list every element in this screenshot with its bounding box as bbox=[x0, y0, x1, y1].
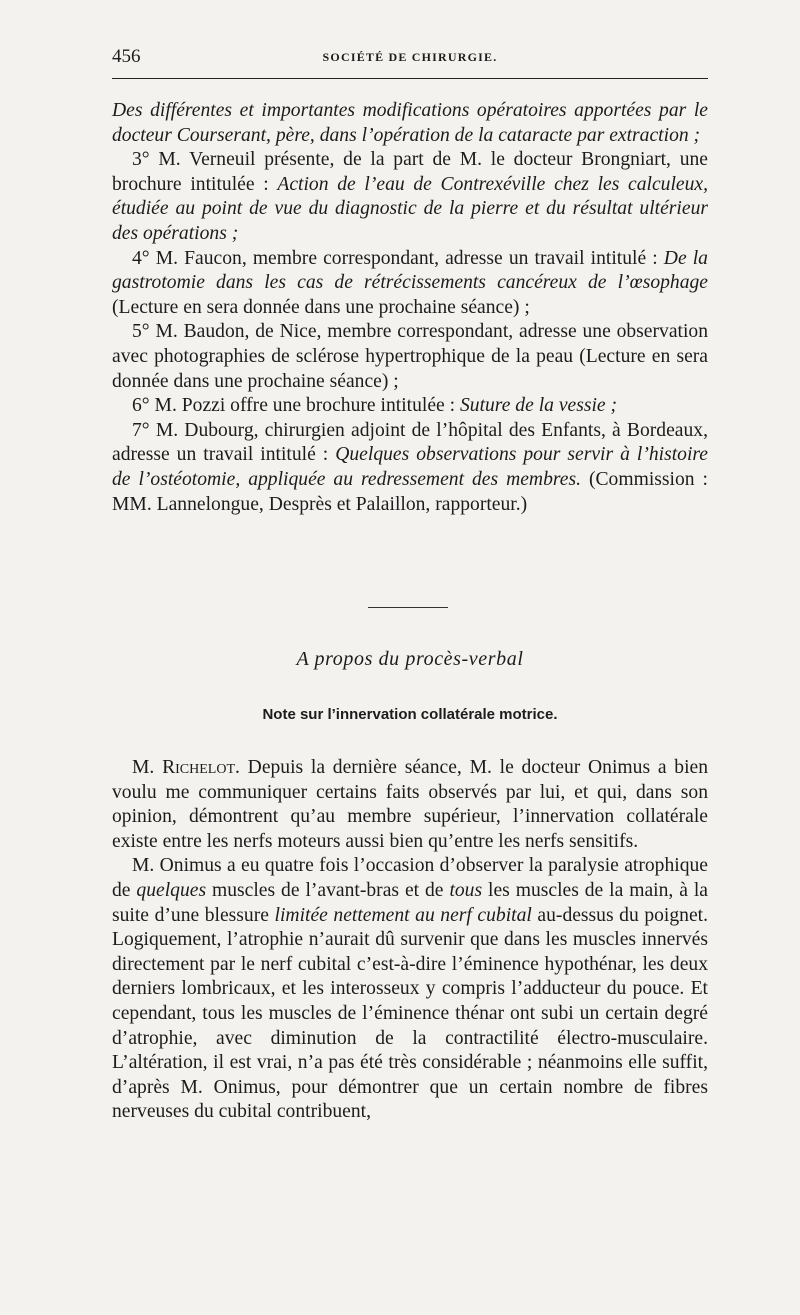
list-item-4 bbox=[112, 247, 708, 321]
running-head: SOCIÉTÉ DE CHIRURGIE. bbox=[322, 50, 498, 64]
item-title: Des différentes et importantes modifications opératoires apportées par le docteur Courserant, père, dans l’opération de la cataracte par extraction ; bbox=[112, 100, 708, 146]
page-header bbox=[112, 46, 708, 74]
note-title: Note sur l’innervation collatérale motrice. bbox=[262, 706, 558, 723]
emphasis: tous bbox=[449, 879, 483, 901]
item-title: Quelques observations pour servir à l’histoire de l’ostéotomie, appliquée au redressement des membres. bbox=[112, 444, 708, 490]
item-title: De la gastrotomie dans les cas de rétrécissements cancéreux de l’œsophage bbox=[112, 247, 708, 294]
list-item-2-continuation bbox=[112, 99, 708, 148]
item-text: M. Baudon, de Nice, membre correspondant, adresse une observation avec photographies de sclérose hypertrophique de la peau (Lecture en sera donnée dans une prochaine séance) ; bbox=[112, 321, 708, 392]
paragraph-2 bbox=[112, 854, 708, 1125]
item-text: M. Dubourg, chirurgien adjoint de l’hôpital des Enfants, à Bordeaux, adresse un travail intitulé : bbox=[112, 419, 708, 466]
paragraph-text: au-dessus du poignet. Logiquement, l’atrophie n’aurait dû survenir que dans les muscles innervés directement par le nerf cubital c’est-à-dire l’éminence hypothénar, les deux derniers lombricaux, et les interosseux y compris l’adducteur du pouce. Et cependant, tous les muscles de l’éminence thénar ont subi un certain degré d’atrophie, avec diminution de la contractilité électro-musculaire. L’altération, il est vrai, n’a pas été très considérable ; néanmoins elle suffit, d’après M. Onimus, pour démontrer que un certain nombre de fibres nerveuses du cubital contribuent, bbox=[112, 904, 708, 1123]
list-item-3 bbox=[112, 148, 708, 246]
emphasis: limitée nettement au nerf cubital bbox=[274, 904, 532, 926]
speaker-name: M. Richelot. bbox=[132, 757, 240, 778]
item-title: Suture de la vessie ; bbox=[459, 395, 618, 417]
paragraph-1 bbox=[112, 756, 708, 854]
item-number: 5° bbox=[132, 321, 150, 343]
list-item-5 bbox=[112, 320, 708, 394]
list-item-6 bbox=[112, 394, 708, 419]
section-divider bbox=[368, 607, 448, 608]
list-item-7 bbox=[112, 419, 708, 517]
page-number: 456 bbox=[112, 46, 141, 67]
paragraph-text: muscles de l’avant-bras et de bbox=[206, 879, 450, 901]
correspondence-list bbox=[112, 99, 708, 517]
note-body bbox=[112, 756, 708, 1125]
item-number: 7° bbox=[132, 419, 150, 441]
section-title: A propos du procès-verbal bbox=[296, 648, 524, 670]
paragraph-text: les muscles de la main, à la suite d’une blessure bbox=[112, 879, 708, 926]
item-title: Action de l’eau de Contrexéville chez les calculeux, étudiée au point de vue du diagnostic de la pierre et du résultat ultérieur des opérations ; bbox=[112, 173, 708, 244]
item-text: M. Verneuil présente, de la part de M. le docteur Brongniart, une brochure intitulée : bbox=[112, 149, 708, 195]
header-rule bbox=[112, 78, 708, 79]
item-text: M. Faucon, membre correspondant, adresse un travail intitulé : bbox=[149, 247, 664, 269]
item-text: M. Pozzi offre une brochure intitulée : bbox=[149, 395, 460, 417]
item-number: 6° bbox=[132, 395, 150, 417]
item-note: (Lecture en sera donnée dans une prochaine séance) ; bbox=[112, 296, 530, 318]
paragraph-text: M. Onimus a eu quatre fois l’occasion d’observer la paralysie atrophique de bbox=[112, 855, 708, 901]
item-number: 4° bbox=[132, 247, 150, 269]
emphasis: quelques bbox=[136, 879, 207, 901]
paragraph-text: Depuis la dernière séance, M. le docteur Onimus a bien voulu me communiquer certains faits observés par lui, et qui, dans son opinion, démontrent qu’au membre supérieur, l’innervation collatérale existe entre les nerfs moteurs aussi bien qu’entre les nerfs sensitifs. bbox=[112, 757, 709, 852]
item-number: 3° bbox=[132, 149, 150, 171]
item-note: (Commission : MM. Lannelongue, Desprès et Palaillon, rapporteur.) bbox=[112, 468, 708, 515]
